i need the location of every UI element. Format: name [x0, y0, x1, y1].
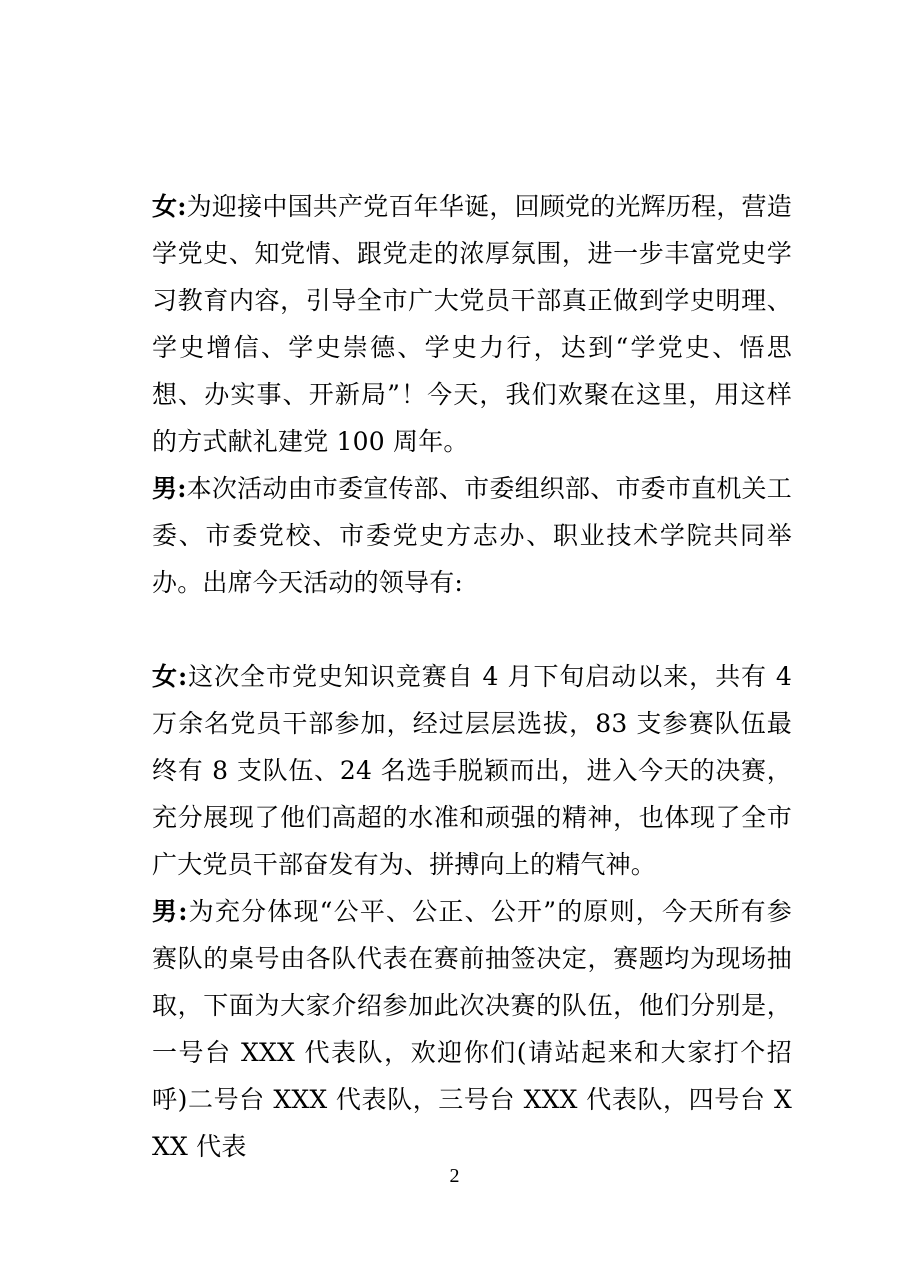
paragraph-text: 本次活动由市委宣传部、市委组织部、市委市直机关工委、市委党校、市委党史方志办、职业技术学院共同举办。出席今天活动的领导有:	[152, 474, 792, 597]
document-body	[152, 183, 792, 1170]
paragraph-female-2	[152, 653, 792, 888]
page-number: 2	[449, 1165, 460, 1187]
paragraph-text: 这次全市党史知识竞赛自 4 月下旬启动以来，共有 4 万余名党员干部参加，经过层层选拔，83 支参赛队伍最终有 8 支队伍、24 名选手脱颖而出，进入今天的决赛，充分展现了他们高超的水准和顽强的精神，也体现了全市广大党员干部奋发有为、拼搏向上的精气神。	[152, 662, 792, 879]
speaker-label: 女:	[152, 662, 188, 691]
paragraph-text: 为迎接中国共产党百年华诞，回顾党的光辉历程，营造学党史、知党情、跟党走的浓厚氛围，进一步丰富党史学习教育内容，引导全市广大党员干部真正做到学史明理、学史增信、学史崇德、学史力行，达到“学党史、悟思想、办实事、开新局”！今天，我们欢聚在这里，用这样的方式献礼建党 100 周年。	[152, 192, 792, 456]
speaker-label: 男:	[152, 474, 187, 503]
paragraph-male-2	[152, 888, 792, 1170]
paragraph-male-1	[152, 465, 792, 606]
blank-line	[152, 606, 792, 653]
paragraph-female-1	[152, 183, 792, 465]
speaker-label: 男:	[152, 897, 188, 926]
speaker-label: 女:	[152, 192, 187, 221]
paragraph-text: 为充分体现“公平、公正、公开”的原则，今天所有参赛队的桌号由各队代表在赛前抽签决定，赛题均为现场抽取，下面为大家介绍参加此次决赛的队伍，他们分别是，一号台 XXX 代表队，欢迎你们(请站起来和大家打个招呼)二号台 XXX 代表队，三号台 XXX 代表队，四号台 XXX 代表	[152, 897, 792, 1161]
